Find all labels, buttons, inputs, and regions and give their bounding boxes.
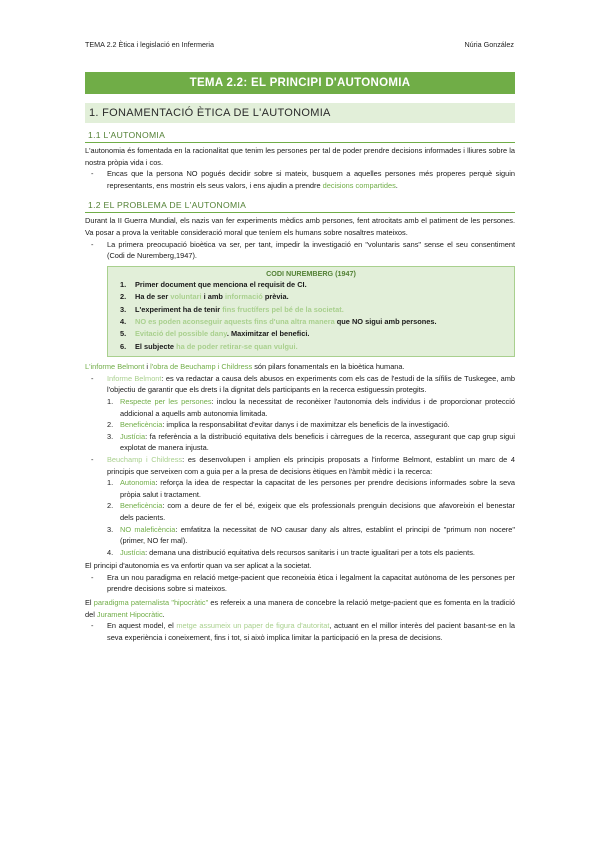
codi-item: 5. Evitació del possible dany. Maximitzar el benefici. <box>120 329 310 339</box>
document-body <box>85 72 515 643</box>
problema-paragraph: Durant la II Guerra Mundial, els nazis van fer experiments mèdics amb persones, fent atrocitats amb el patiment de les persones. Va posar a prova la veritable consideració moral que teníem els humans sobre nosaltres mateixos. <box>85 216 515 237</box>
dash-marker: - <box>91 454 94 464</box>
dash-marker: - <box>91 373 94 383</box>
codi-title: CODI NUREMBERG (1947) <box>266 268 356 278</box>
list-item: - Informe Belmont: es va redactar a causa dels abusos en experiments com els cas de l'estudi de la sífilis de Tuskegee, amb l'objectiu de garantir que els drets i la dignitat dels participants en la recerca estiguessin protegits. <box>91 373 515 395</box>
header-right: Núria González <box>464 40 514 49</box>
numbered-item: 3. Justícia: fa referència a la distribució equitativa dels beneficis i càrregues de la recerca, assegurant que cap grup sigui explotat de manera injusta. <box>107 431 515 453</box>
dash-marker: - <box>91 621 94 631</box>
dash-marker: - <box>91 169 94 179</box>
numbered-item: 3. NO maleficència: emfatitza la necessitat de NO causar dany als altres, establint el principi de "primum non nocere" (primer, NO fer mal). <box>107 524 515 546</box>
societat-paragraph: El principi d'autonomia es va enfortir quan va ser aplicat a la societat. <box>85 561 312 571</box>
subsection-1-2-heading: 1.2 EL PROBLEMA DE L'AUTONOMIA <box>85 198 515 213</box>
page-header <box>85 40 514 49</box>
list-item: - La primera preocupació bioètica va ser, per tant, impedir la investigació en "voluntaris sans" sense el seu consentiment (Codi de Nuremberg,1947). <box>91 239 515 261</box>
header-left: TEMA 2.2 Ètica i legislació en Infermeria <box>85 40 215 49</box>
codi-item: 6. El subjecte ha de poder retirar-se quan vulgui. <box>120 341 298 351</box>
numbered-item: 1. Respecte per les persones: inclou la necessitat de reconèixer l'autonomia dels individus i de proporcionar protecció addicional a aquells amb autonomia limitada. <box>107 396 515 418</box>
document-title: TEMA 2.2: EL PRINCIPI D'AUTONOMIA <box>85 72 515 94</box>
codi-item: 3. L'experiment ha de tenir fins fructífers pel bé de la societat. <box>120 304 344 314</box>
subsection-1-1-heading: 1.1 L'AUTONOMIA <box>85 128 515 143</box>
list-item: - Beuchamp i Childress: es desenvolupen i amplien els principis proposats a l'informe Belmont, establint un marc de 4 principis que serveixen com a guia per a la presa de decisions ètiques en l'àmbit mèdic i la recerca: <box>91 454 516 476</box>
numbered-item: 1. Autonomia: reforça la idea de respectar la capacitat de les persones per prendre decisions informades sobre la seva pròpia salut i tractament. <box>107 478 515 499</box>
codi-item: 2. Ha de ser voluntari i amb informació prèvia. <box>120 292 289 302</box>
numbered-item: 2. Beneficència: implica la responsabilitat d'evitar danys i de maximitzar els beneficis de la investigació. <box>107 420 450 430</box>
numbered-item: 2. Beneficència: com a deure de fer el bé, exigeix que els professionals prenguin decisions que afavoreixin el benestar dels pacients. <box>107 501 515 522</box>
list-item: - En aquest model, el metge assumeix un paper de figura d'autoritat, actuant en el millor interès del pacient basant-se en la seva experiència i coneixement, fins i tot, si això implica limitar la participació en la presa de decisions. <box>91 621 515 642</box>
belmont-intro: L'informe Belmont i l'obra de Beuchamp i Childress són pilars fonamentals en la bioètica humana. <box>85 362 405 372</box>
dash-marker: - <box>91 572 94 582</box>
codi-nuremberg-box <box>107 266 515 357</box>
codi-item: 4. NO es poden aconseguir aquests fins d'una altra manera que NO sigui amb persones. <box>120 316 437 326</box>
section-1-heading: 1. FONAMENTACIÓ ÈTICA DE L'AUTONOMIA <box>85 103 515 123</box>
numbered-item: 4. Justícia: demana una distribució equitativa dels recursos sanitaris i un tracte igualitari per a tots els pacients. <box>107 547 475 557</box>
codi-item: 1. Primer document que menciona el requisit de CI. <box>120 279 307 289</box>
list-item: - Encas que la persona NO pogués decidir sobre si mateix, busquem a aquelles persones més properes perquè siguin representants, ens mostrin els seus valors, i ens ajudin a prendre decisions compartides. <box>91 169 515 190</box>
dash-marker: - <box>91 239 94 249</box>
autonomia-paragraph: L'autonomia és fomentada en la racionalitat que tenim les persones per tal de poder prendre decisions informades i lliures sobre la nostra pròpia vida i cos. <box>85 146 515 167</box>
paternalista-paragraph: El paradigma paternalista "hipocràtic" es refereix a una manera de concebre la relació metge-pacient que es fomenta en la tradició del Jurament Hipocràtic. <box>85 598 515 619</box>
list-item: - Era un nou paradigma en relació metge-pacient que reconeixia ètica i legalment la capacitat autònoma de les persones per prendre decisions sobre si mateixos. <box>91 572 515 594</box>
